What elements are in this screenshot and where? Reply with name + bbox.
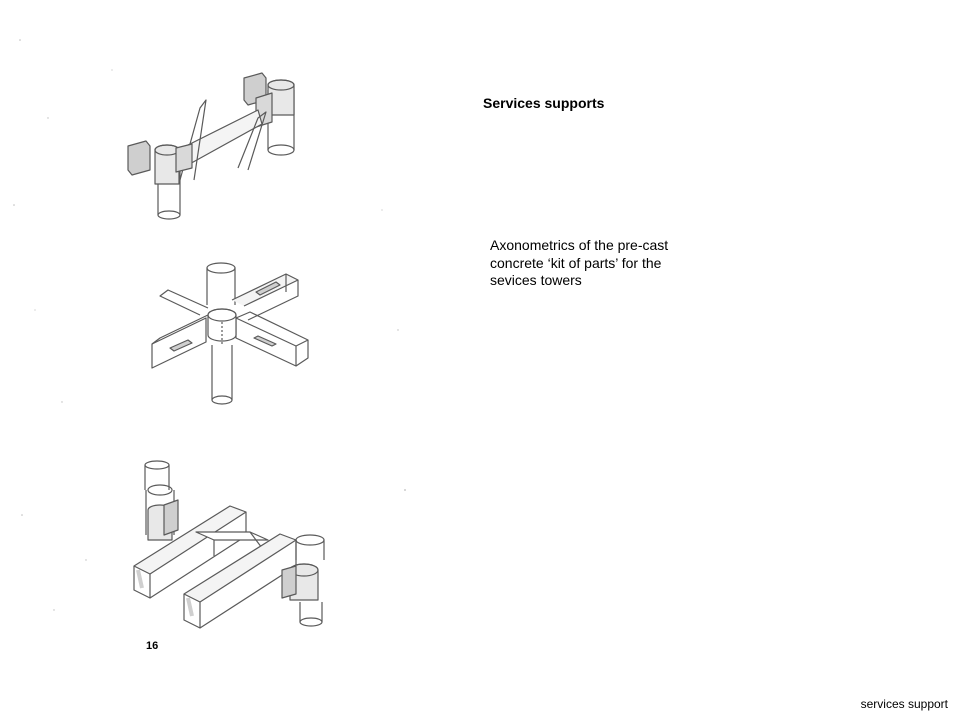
beam-connector-drawing xyxy=(128,73,294,219)
frame-support-drawing xyxy=(134,461,324,628)
cross-support-drawing xyxy=(152,263,308,404)
page-number: 16 xyxy=(146,640,159,652)
drawing-caption: Axonometrics of the pre-cast concrete ‘kit of parts’ for the sevices towers xyxy=(490,237,669,288)
slide-title: Services supports xyxy=(483,95,605,111)
scanned-page xyxy=(0,0,430,720)
footer-label: services support xyxy=(860,697,948,711)
